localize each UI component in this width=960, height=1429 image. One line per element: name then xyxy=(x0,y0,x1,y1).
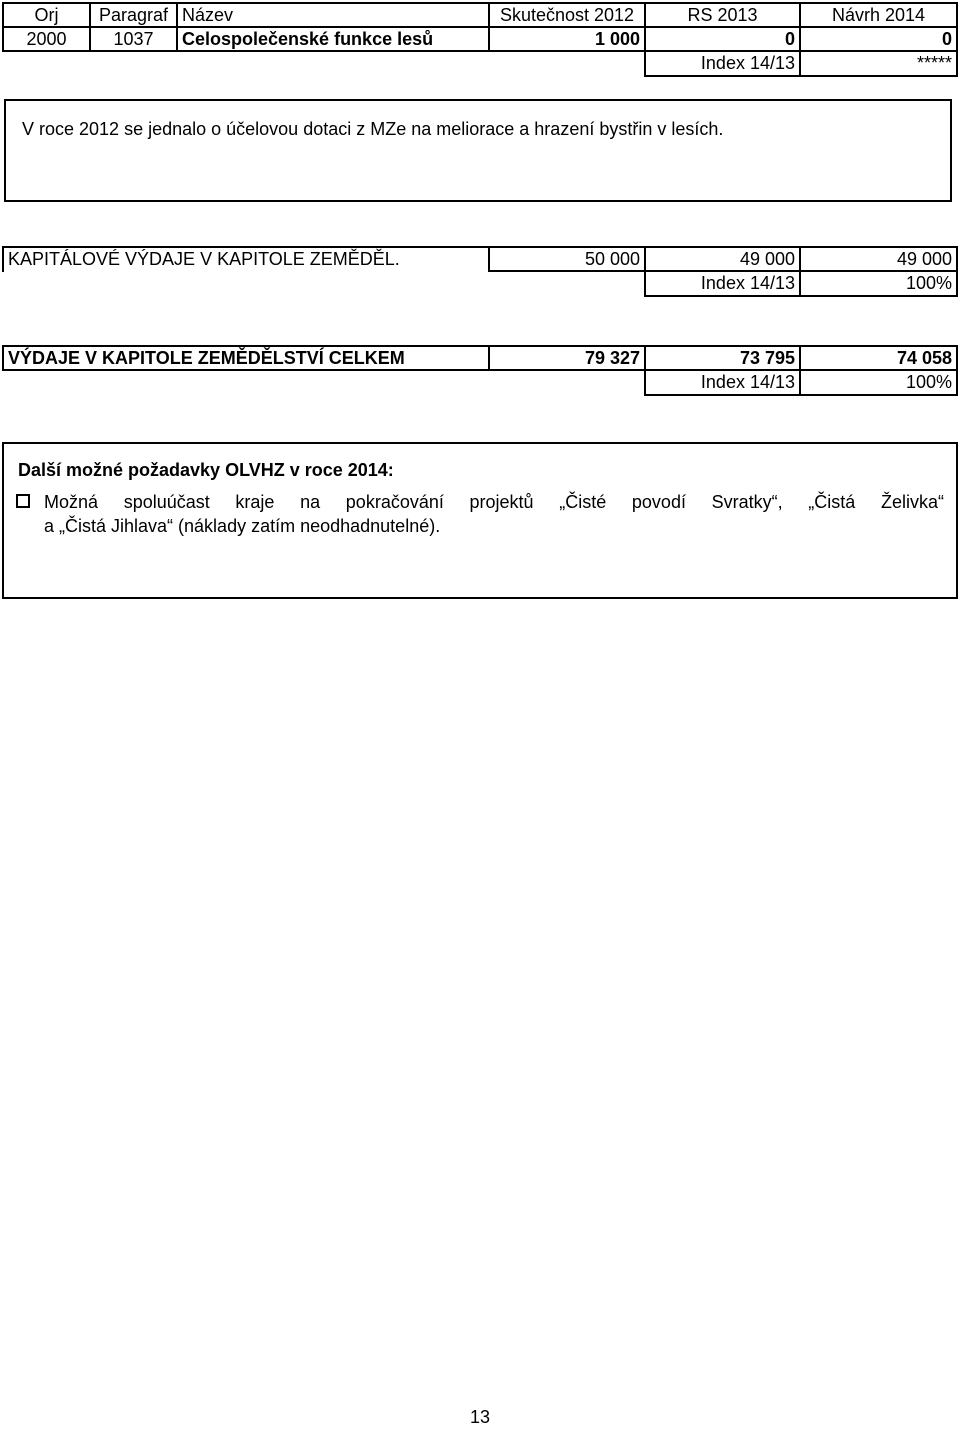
row-navrh: 0 xyxy=(799,26,958,52)
header-skutecnost: Skutečnost 2012 xyxy=(488,2,646,28)
header-paragraf: Paragraf xyxy=(89,2,178,28)
dalsi-box xyxy=(2,442,958,599)
note-box xyxy=(4,99,952,202)
celkem-index-label: Index 14/13 xyxy=(644,369,801,396)
kapitalove-skutecnost: 50 000 xyxy=(488,246,646,272)
row-rs: 0 xyxy=(644,26,801,52)
celkem-navrh: 74 058 xyxy=(799,345,958,371)
page-number: 13 xyxy=(469,1407,491,1427)
dalsi-title: Další možné požadavky OLVHZ v roce 2014: xyxy=(18,460,394,480)
dalsi-line2: a „Čistá Jihlava“ (náklady zatím neodhadnutelné). xyxy=(44,516,441,536)
celkem-rs: 73 795 xyxy=(644,345,801,371)
dalsi-line1: Možná spoluúčast kraje na pokračování projektů „Čisté povodí Svratky“, „Čistá Želivka“ xyxy=(44,492,944,512)
note-text: V roce 2012 se jednalo o účelovou dotaci z MZe na meliorace a hrazení bystřin v lesích. xyxy=(22,119,724,139)
header-navrh: Návrh 2014 xyxy=(799,2,958,28)
header-nazev: Název xyxy=(176,2,490,28)
celkem-index-value: 100% xyxy=(799,369,958,396)
kapitalove-index-label: Index 14/13 xyxy=(644,270,801,297)
row-nazev: Celospolečenské funkce lesů xyxy=(176,26,490,52)
row-orj: 2000 xyxy=(2,26,91,52)
row-index-label: Index 14/13 xyxy=(644,50,801,77)
checkbox-icon xyxy=(16,494,30,508)
row-paragraf: 1037 xyxy=(89,26,178,52)
header-orj: Orj xyxy=(2,2,91,28)
row-skutecnost: 1 000 xyxy=(488,26,646,52)
kapitalove-navrh: 49 000 xyxy=(799,246,958,272)
celkem-label: VÝDAJE V KAPITOLE ZEMĚDĚLSTVÍ CELKEM xyxy=(2,345,490,371)
celkem-skutecnost: 79 327 xyxy=(488,345,646,371)
header-rs: RS 2013 xyxy=(644,2,801,28)
kapitalove-rs: 49 000 xyxy=(644,246,801,272)
kapitalove-label: KAPITÁLOVÉ VÝDAJE V KAPITOLE ZEMĚDĚL. xyxy=(2,246,490,272)
kapitalove-index-value: 100% xyxy=(799,270,958,297)
row-index-value: ***** xyxy=(799,50,958,77)
